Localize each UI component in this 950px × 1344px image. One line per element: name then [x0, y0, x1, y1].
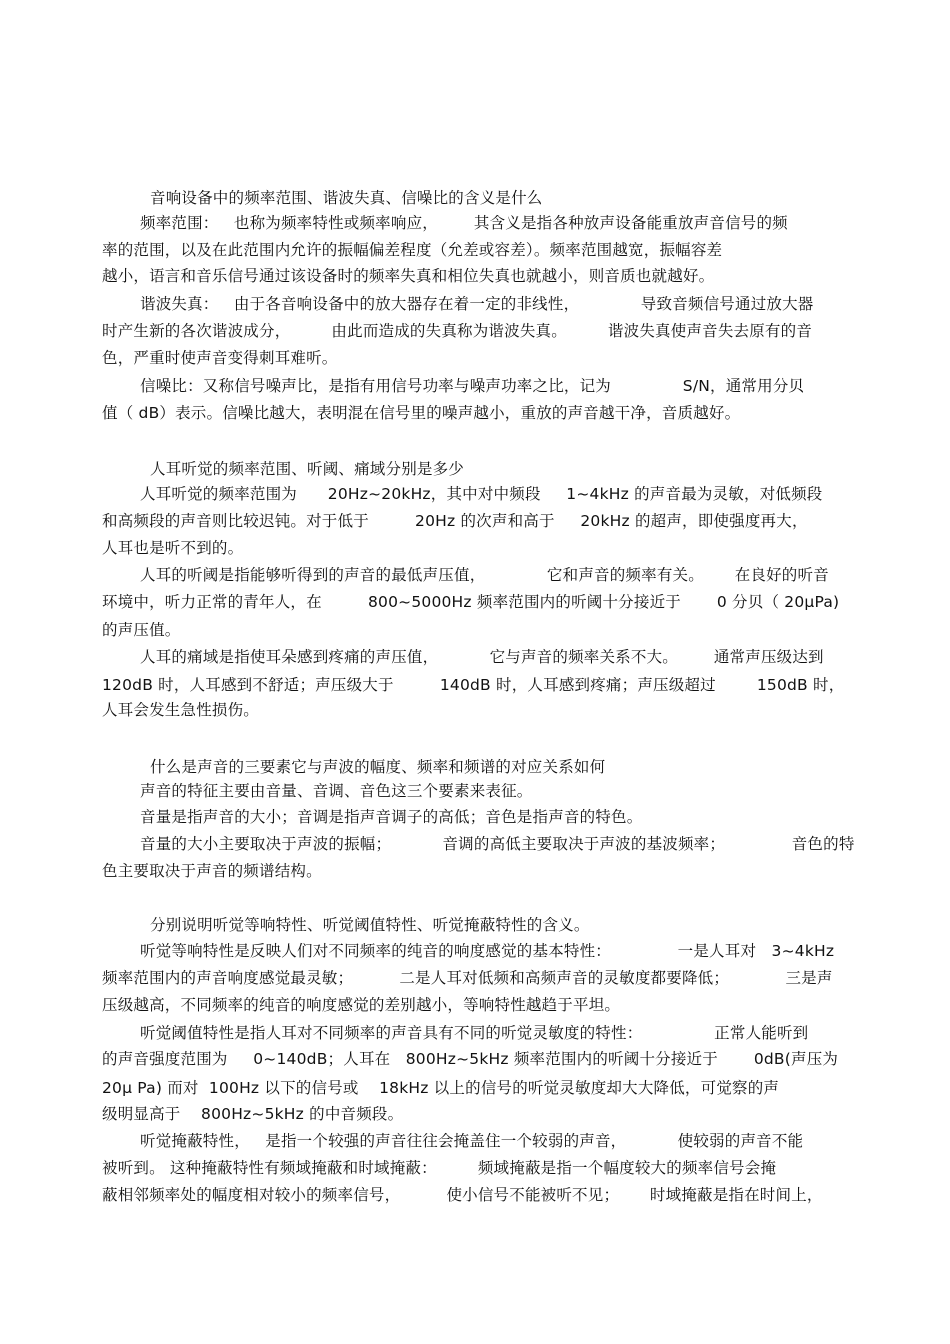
paragraph-line: 人耳会发生急性损伤。 [102, 701, 260, 719]
paragraph-line: 声音的特征主要由音量、音调、音色这三个要素来表征。 [140, 782, 533, 800]
section-heading: 什么是声音的三要素它与声波的幅度、频率和频谱的对应关系如何 [150, 758, 606, 776]
paragraph-line: 人耳也是听不到的。 [102, 539, 244, 557]
section-heading: 音响设备中的频率范围、谐波失真、信噪比的含义是什么 [150, 189, 543, 207]
paragraph-line: 色，严重时使声音变得刺耳难听。 [102, 349, 338, 367]
paragraph-line: 音量是指声音的大小；音调是指声音调子的高低；音色是指声音的特色。 [140, 808, 643, 826]
paragraph-line: 音量的大小主要取决于声波的振幅； 音调的高低主要取决于声波的基波频率； 音色的特 [140, 835, 855, 853]
paragraph-line: 频率范围： 也称为频率特性或频率响应， 其含义是指各种放声设备能重放声音信号的频 [140, 214, 788, 232]
paragraph-line: 20μ Pa) 而对 100Hz 以下的信号或 18kHz 以上的信号的听觉灵敏度却大大降低，可觉察的声 [102, 1079, 780, 1097]
paragraph-line: 的声压值。 [102, 621, 181, 639]
paragraph-line: 120dB 时，人耳感到不舒适；声压级大于 140dB 时，人耳感到疼痛；声压级超过 150dB 时， [102, 676, 845, 694]
paragraph-line: 值（ dB）表示。信噪比越大，表明混在信号里的噪声越小，重放的声音越干净，音质越好。 [102, 404, 741, 422]
paragraph-line: 级明显高于 800Hz~5kHz 的中音频段。 [102, 1105, 404, 1123]
paragraph-line: 人耳的听阈是指能够听得到的声音的最低声压值， 它和声音的频率有关。 在良好的听音 [140, 566, 829, 584]
paragraph-line: 环境中，听力正常的青年人，在 800~5000Hz 频率范围内的听阈十分接近于 0 分贝（ 20μPa) [102, 593, 840, 611]
paragraph-line: 蔽相邻频率处的幅度相对较小的频率信号， 使小信号不能被听不见； 时域掩蔽是指在时间上， [102, 1186, 823, 1204]
paragraph-line: 和高频段的声音则比较迟钝。对于低于 20Hz 的次声和高于 20kHz 的超声，即使强度再大， [102, 512, 808, 530]
paragraph-line: 听觉掩蔽特性， 是指一个较强的声音往往会掩盖住一个较弱的声音， 使较弱的声音不能 [140, 1132, 804, 1150]
section-heading: 分别说明听觉等响特性、听觉阈值特性、听觉掩蔽特性的含义。 [150, 916, 590, 934]
section-heading: 人耳听觉的频率范围、听阈、痛域分别是多少 [150, 460, 465, 478]
paragraph-line: 人耳听觉的频率范围为 20Hz~20kHz，其中对中频段 1~4kHz 的声音最为灵敏，对低频段 [140, 485, 823, 503]
paragraph-line: 频率范围内的声音响度感觉最灵敏； 二是人耳对低频和高频声音的灵敏度都要降低； 三是声 [102, 969, 833, 987]
paragraph-line: 率的范围，以及在此范围内允许的振幅偏差程度（允差或容差）。频率范围越宽，振幅容差 [102, 241, 723, 259]
paragraph-line: 听觉等响特性是反映人们对不同频率的纯音的响度感觉的基本特性： 一是人耳对 3~4kHz [140, 942, 835, 960]
paragraph-line: 的声音强度范围为 0~140dB；人耳在 800Hz~5kHz 频率范围内的听阈十分接近于 0dB(声压为 [102, 1050, 839, 1068]
paragraph-line: 被听到。 这种掩蔽特性有频域掩蔽和时域掩蔽： 频域掩蔽是指一个幅度较大的频率信号会掩 [102, 1159, 777, 1177]
paragraph-line: 时产生新的各次谐波成分， 由此而造成的失真称为谐波失真。 谐波失真使声音失去原有的音 [102, 322, 813, 340]
paragraph-line: 谐波失真： 由于各音响设备中的放大器存在着一定的非线性， 导致音频信号通过放大器 [140, 295, 814, 313]
paragraph-line: 色主要取决于声音的频谱结构。 [102, 862, 322, 880]
paragraph-line: 压级越高，不同频率的纯音的响度感觉的差别越小，等响特性越趋于平坦。 [102, 996, 621, 1014]
paragraph-line: 听觉阈值特性是指人耳对不同频率的声音具有不同的听觉灵敏度的特性： 正常人能听到 [140, 1024, 809, 1042]
paragraph-line: 越小，语言和音乐信号通过该设备时的频率失真和相位失真也就越小，则音质也就越好。 [102, 267, 715, 285]
paragraph-line: 信噪比：又称信号噪声比，是指有用信号功率与噪声功率之比，记为 S/N，通常用分贝 [140, 377, 805, 395]
paragraph-line: 人耳的痛域是指使耳朵感到疼痛的声压值， 它与声音的频率关系不大。 通常声压级达到 [140, 648, 824, 666]
